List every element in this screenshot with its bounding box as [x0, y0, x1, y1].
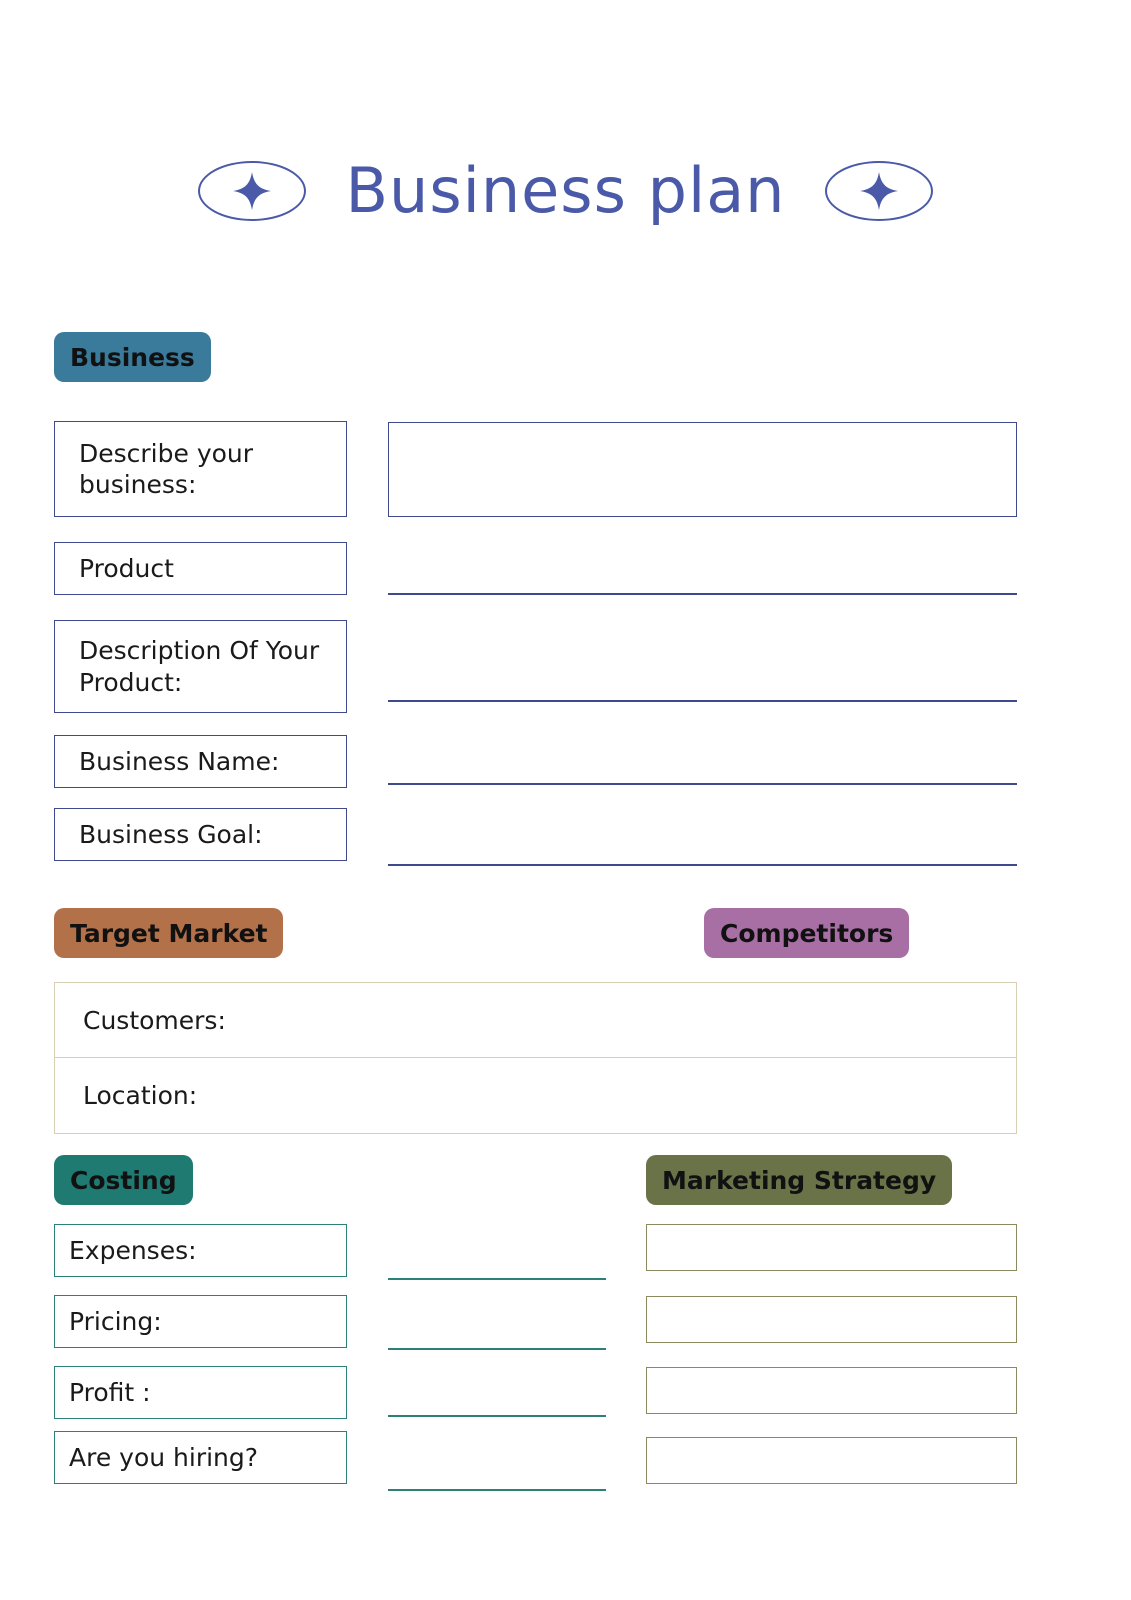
field-input-describe-business[interactable] [388, 422, 1017, 517]
target-market-row-location[interactable]: Location: [83, 1081, 198, 1110]
field-label-business-name: Business Name: [54, 735, 347, 788]
field-label-product: Product [54, 542, 347, 595]
field-input-business-goal[interactable] [388, 864, 1017, 866]
field-input-pricing[interactable] [388, 1348, 606, 1350]
field-label-describe-business: Describe your business: [54, 421, 347, 517]
section-tag-competitors: Competitors [704, 908, 909, 958]
field-label-business-goal: Business Goal: [54, 808, 347, 861]
marketing-strategy-input-2[interactable] [646, 1296, 1017, 1343]
target-market-row-customers[interactable]: Customers: [55, 983, 1016, 1058]
field-label-expenses: Expenses: [54, 1224, 347, 1277]
field-input-hiring[interactable] [388, 1489, 606, 1491]
field-label-product-description: Description Of Your Product: [54, 620, 347, 713]
field-input-business-name[interactable] [388, 783, 1017, 785]
marketing-strategy-input-3[interactable] [646, 1367, 1017, 1414]
section-tag-marketing-strategy: Marketing Strategy [646, 1155, 952, 1205]
section-tag-costing: Costing [54, 1155, 193, 1205]
field-label-hiring: Are you hiring? [54, 1431, 347, 1484]
marketing-strategy-input-4[interactable] [646, 1437, 1017, 1484]
section-tag-target-market: Target Market [54, 908, 283, 958]
field-input-expenses[interactable] [388, 1278, 606, 1280]
page-title: Business plan [345, 154, 786, 227]
field-input-product[interactable] [388, 593, 1017, 595]
sparkle-icon-right [825, 161, 933, 221]
page-header [0, 154, 1131, 227]
field-input-product-description[interactable] [388, 700, 1017, 702]
section-tag-business: Business [54, 332, 211, 382]
field-label-pricing: Pricing: [54, 1295, 347, 1348]
target-market-table [54, 982, 1017, 1134]
field-input-profit[interactable] [388, 1415, 606, 1417]
field-label-profit: Profit : [54, 1366, 347, 1419]
marketing-strategy-input-1[interactable] [646, 1224, 1017, 1271]
sparkle-icon-left [198, 161, 306, 221]
